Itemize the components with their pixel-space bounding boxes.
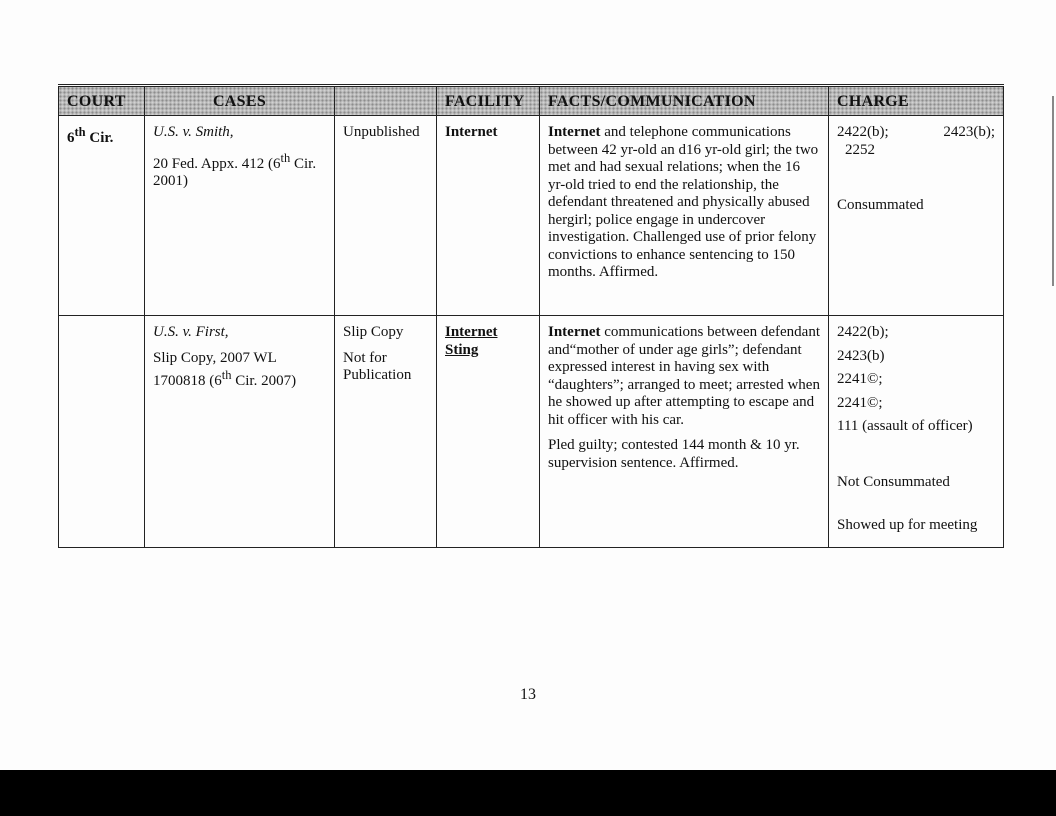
facts-cell (540, 116, 829, 316)
court-cell (59, 316, 145, 548)
case-name: U.S. v. Smith, (153, 124, 234, 140)
table-row (59, 116, 1004, 316)
charge-cell (829, 316, 1004, 548)
facility-label: Internet (445, 124, 498, 140)
header-charge: CHARGE (829, 86, 1004, 116)
charge-note: Showed up for meeting (837, 517, 978, 533)
charge-code: 2423(b) (837, 347, 885, 364)
charge-code: 2422(b); (837, 324, 889, 340)
charge-code: 2423(b); (943, 124, 995, 140)
case-citation: 20 Fed. Appx. 412 (6th Cir. 2001) (153, 150, 317, 189)
header-cases: CASES (145, 86, 335, 116)
header-facts: FACTS/COMMUNICATION (540, 86, 829, 116)
court-cell (59, 116, 145, 316)
charge-code: 2422(b); (837, 124, 889, 140)
publication-cell (335, 116, 437, 316)
scan-border (0, 770, 1056, 816)
header-row (59, 86, 1004, 116)
charge-line (837, 124, 995, 142)
facts-text: Pled guilty; contested 144 month & 10 yr. supervision sentence. Affirmed. (548, 437, 800, 471)
facts-cell (540, 316, 829, 548)
charge-status: Not Consummated (837, 473, 950, 490)
header-blank (335, 86, 437, 116)
charge-code: 2252 (845, 141, 875, 158)
court-name: 6th Cir. (67, 125, 114, 146)
header-court: COURT (59, 86, 145, 116)
charge-code: 2241©; (837, 394, 883, 411)
case-cell (145, 116, 335, 316)
facts-text: Internet and telephone communications between 42 yr-old an d16 yr-old girl; the two met and had sexual relations; when the 16 yr-old tried to end the relationship, the defendant threatened and physically abused hergirl; police engage in undercover investigation. Challenged use of prior felony convictions to enhance sentencing to 150 months. Affirmed. (548, 124, 819, 280)
case-citation: Slip Copy, 2007 WL 1700818 (6th Cir. 2007) (153, 349, 297, 389)
table-row (59, 316, 1004, 548)
facility-label: Sting (445, 341, 479, 358)
publication-cell (335, 316, 437, 548)
charge-cell (829, 116, 1004, 316)
edge-mark (1052, 96, 1054, 286)
publication-status: Unpublished (343, 124, 420, 140)
charge-code: 111 (assault of officer) (837, 418, 973, 434)
charge-code: 2241©; (837, 371, 883, 387)
facts-text: Internet communications between defendant and“mother of under age girls”; defendant expressed interest in having sex with “daughters”; arranged to meet; arrested when he showed up after attempting to escape and hit officer with his car. (548, 324, 821, 428)
publication-status: Not for Publication (343, 349, 412, 383)
facility-cell (437, 316, 540, 548)
header-facility: FACILITY (437, 86, 540, 116)
case-table (58, 84, 1004, 548)
facility-label: Internet (445, 324, 498, 340)
charge-status: Consummated (837, 197, 924, 213)
case-cell (145, 316, 335, 548)
facility-cell (437, 116, 540, 316)
case-name: U.S. v. First, (153, 324, 229, 340)
publication-status: Slip Copy (343, 324, 404, 340)
page-number: 13 (520, 686, 536, 703)
